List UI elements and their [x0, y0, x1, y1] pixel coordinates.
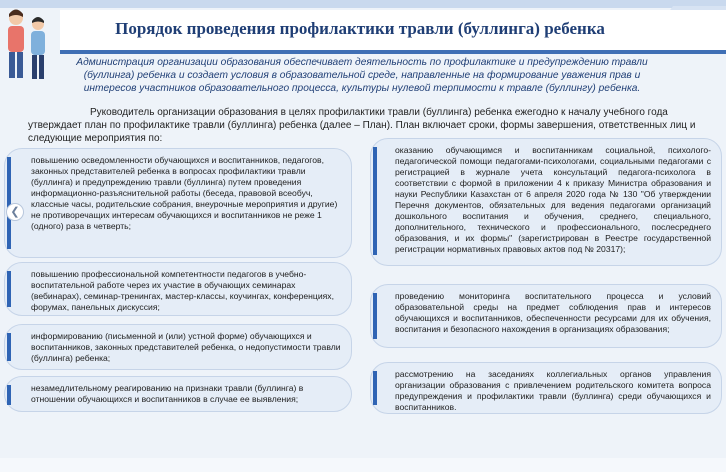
accent-bar — [373, 147, 377, 255]
chevron-left-icon[interactable]: ❮ — [6, 203, 24, 221]
measure-text: повышению профессиональной компетентности педагогов в учебно-воспитательной работе через их участие в обучающих семинарах (вебинарах), семинар-тренингах, мастер-классы, коучингах, конференциях, форумах, панельных дискуссия; — [31, 269, 334, 312]
measure-card-monitoring — [370, 284, 722, 348]
accent-bar — [373, 293, 377, 339]
page-title: Порядок проведения профилактики травли (буллинга) ребенка — [115, 19, 605, 38]
bottom-strip — [0, 458, 726, 472]
measure-text: информированию (письменной и (или) устной форме) обучающихся и воспитанников, законных представителей ребенка, о недопустимости травли (буллинга) ребенка; — [31, 331, 341, 363]
measure-text: повышению осведомленности обучающихся и воспитанников, педагогов, законных представителей ребенка в вопросах профилактики травли (буллинга) и предупреждению травли (буллинга) путем проведения информационно-разъяснительной работы (беседа, правовой всеобуч, классные часы, родительские собрания, внеурочные мероприятия и другие) не противоречащих интересам обучающихся и воспитанников не реже 1 (одного) раза в четверть; — [31, 155, 338, 231]
measure-text: проведению мониторинга воспитательного процесса и условий образовательной среды на предмет соблюдения прав и интересов обучающихся и воспитанников, обеспеченности ресурсами для их обучения, воспитания и безопасного нахождения в организациях образования; — [395, 291, 711, 334]
measure-card-informing — [4, 324, 352, 370]
measure-card-response — [4, 376, 352, 412]
measure-text: рассмотрению на заседаниях коллегиальных органов управления организации образования с привлечением родительского комитета вопроса предупреждения и профилактики травли (буллинга) среди обучающихся и воспитанников. — [395, 369, 711, 412]
accent-bar — [7, 271, 11, 307]
measure-card-review — [370, 362, 722, 414]
accent-bar — [373, 371, 377, 405]
measure-card-competence — [4, 262, 352, 316]
people-illustration — [0, 4, 60, 88]
lead-text: Руководитель организации образования в целях профилактики травли (буллинга) ребенка ежегодно к началу учебного года утверждает план по профилактике травли (буллинга) ребенка (далее – План). План включает сроки, формы завершения, ответственных лиц и следующие мероприятия по: — [28, 107, 696, 144]
intro-text: Администрация организации образования обеспечивает деятельность по профилактике и предупреждению травли (буллинга) ребенка и создает условия в образовательной среде, направленные на формирование уважения прав и интересов участников образовательного процесса, культуры нулевой терпимости к травле (буллингу) ребенка. — [76, 57, 648, 94]
measure-card-awareness — [4, 148, 352, 258]
accent-bar — [7, 385, 11, 405]
measure-text: незамедлительному реагированию на признаки травли (буллинга) в отношении обучающихся и воспитанников в случае ее выявления; — [31, 383, 304, 404]
measure-text: оказанию обучающимся и воспитанникам социальной, психолого-педагогической помощи педагогами-психологами, социальными педагогами с регистрацией в журнале учета консультаций педагога-психолога в соответствии с формой в приложении 4 к приказу Министра образования и науки Республики Казахстан от 6 апреля 2020 года № 130 "Об утверждении Перечня документов, обязательных для ведения педагогами организаций дошкольного воспитания и обучения, среднего, специального, дополнительного, технического и профессионального, послесреднего образования, и их формы" (зарегистрирован в Реестре государственной регистрации нормативных правовых актов под № 20317); — [395, 145, 711, 254]
title-bar — [60, 10, 726, 54]
accent-bar — [7, 333, 11, 361]
measure-card-assistance — [370, 138, 722, 266]
top-stripe — [0, 0, 726, 8]
